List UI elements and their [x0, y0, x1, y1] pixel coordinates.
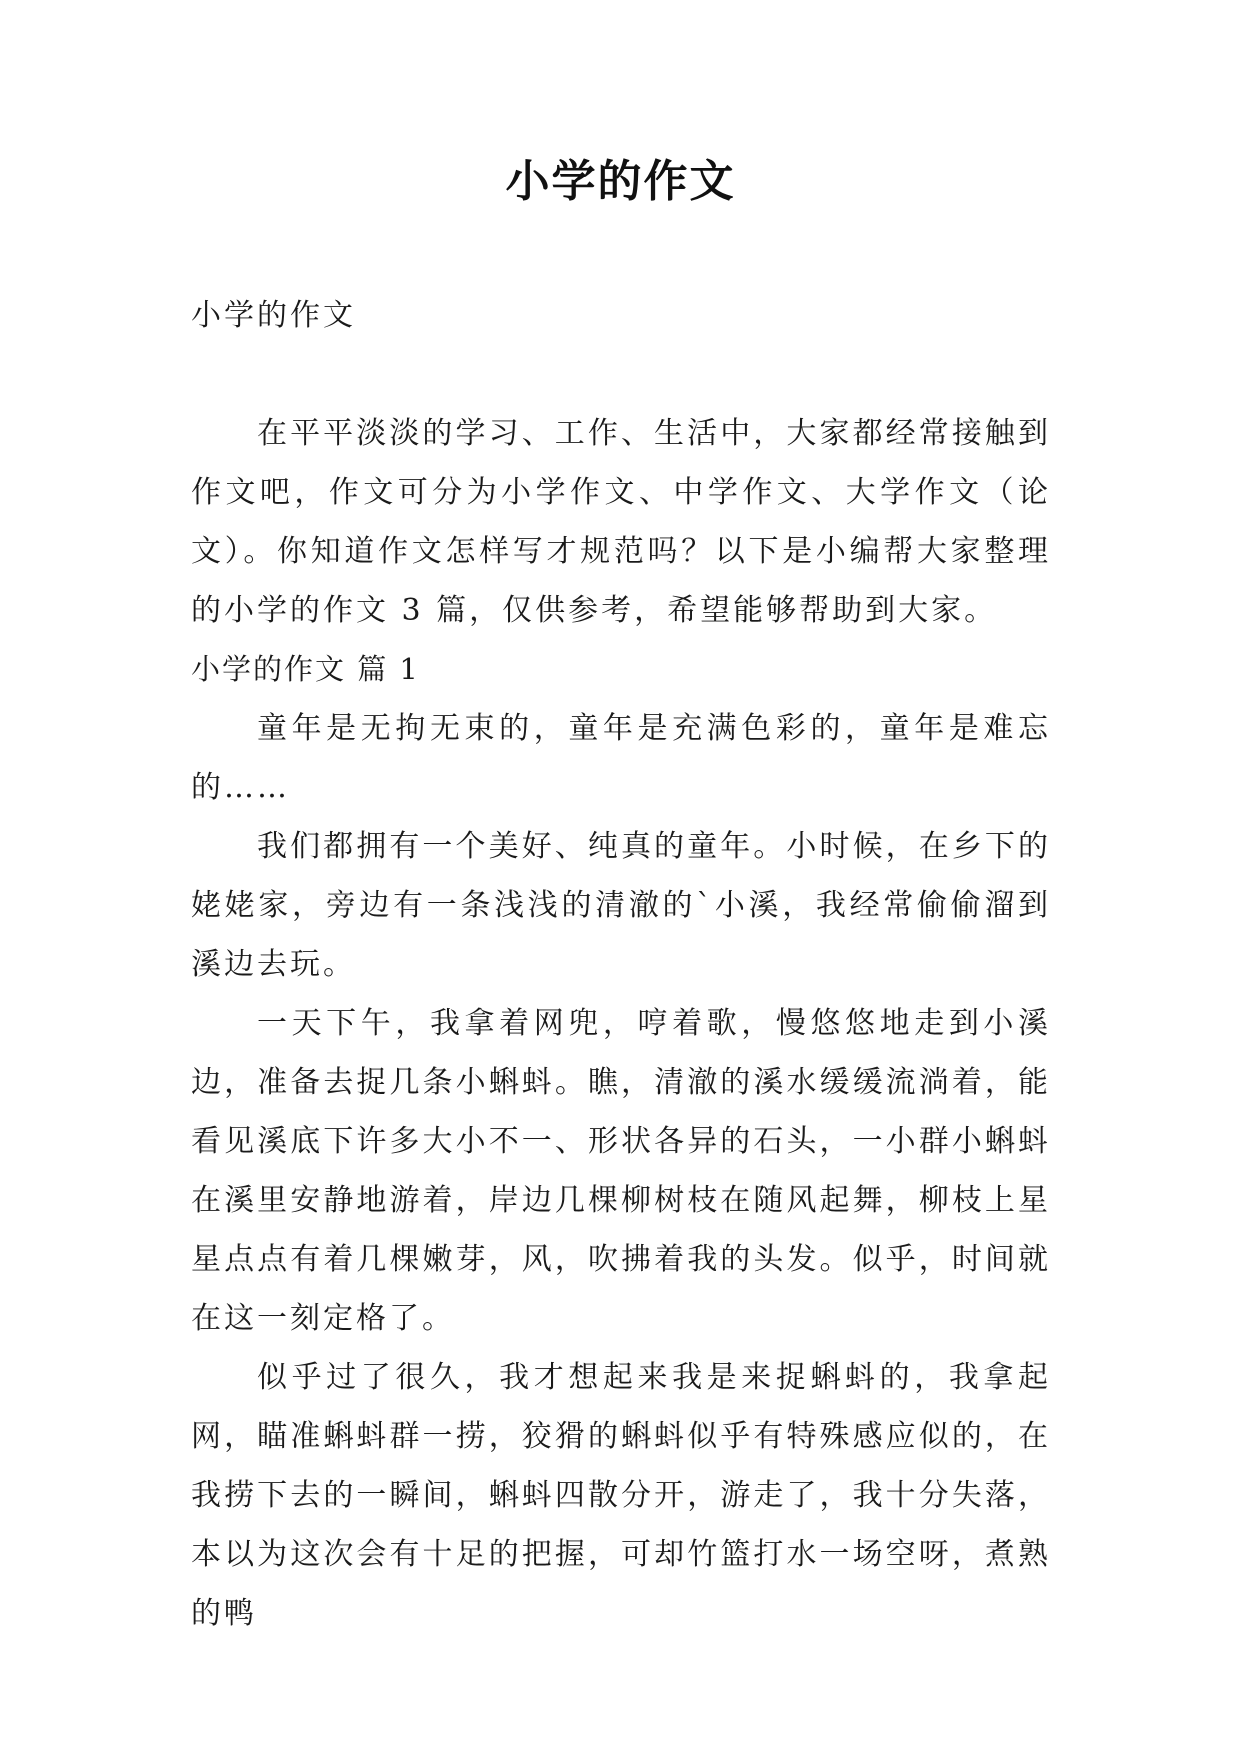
document-body — [191, 286, 1051, 1643]
section-title: 小学的作文 篇 1 — [191, 652, 420, 686]
intro-paragraph: 在平平淡淡的学习、工作、生活中，大家都经常接触到作文吧，作文可分为小学作文、中学作文、大学作文（论文）。你知道作文怎样写才规范吗？以下是小编帮大家整理的小学的作文 3 篇，仅供参考，希望能够帮助到大家。 — [191, 416, 1051, 628]
body-paragraph: 童年是无拘无束的，童年是充满色彩的，童年是难忘的…… — [191, 711, 1051, 805]
body-paragraph: 一天下午，我拿着网兜，哼着歌，慢悠悠地走到小溪边，准备去捉几条小蝌蚪。瞧，清澈的溪水缓缓流淌着，能看见溪底下许多大小不一、形状各异的石头，一小群小蝌蚪在溪里安静地游着，岸边几棵柳树枝在随风起舞，柳枝上星星点点有着几棵嫩芽，风，吹拂着我的头发。似乎，时间就在这一刻定格了。 — [191, 1006, 1051, 1336]
document-subtitle: 小学的作文 — [191, 298, 356, 333]
body-paragraph: 我们都拥有一个美好、纯真的童年。小时候，在乡下的姥姥家，旁边有一条浅浅的清澈的`小溪，我经常偷偷溜到溪边去玩。 — [191, 829, 1051, 982]
body-paragraph: 似乎过了很久，我才想起来我是来捉蝌蚪的，我拿起网，瞄准蝌蚪群一捞，狡猾的蝌蚪似乎有特殊感应似的，在我捞下去的一瞬间，蝌蚪四散分开，游走了，我十分失落，本以为这次会有十足的把握，可却竹篮打水一场空呀，煮熟的鸭 — [191, 1360, 1051, 1631]
document-title: 小学的作文 — [505, 156, 736, 207]
